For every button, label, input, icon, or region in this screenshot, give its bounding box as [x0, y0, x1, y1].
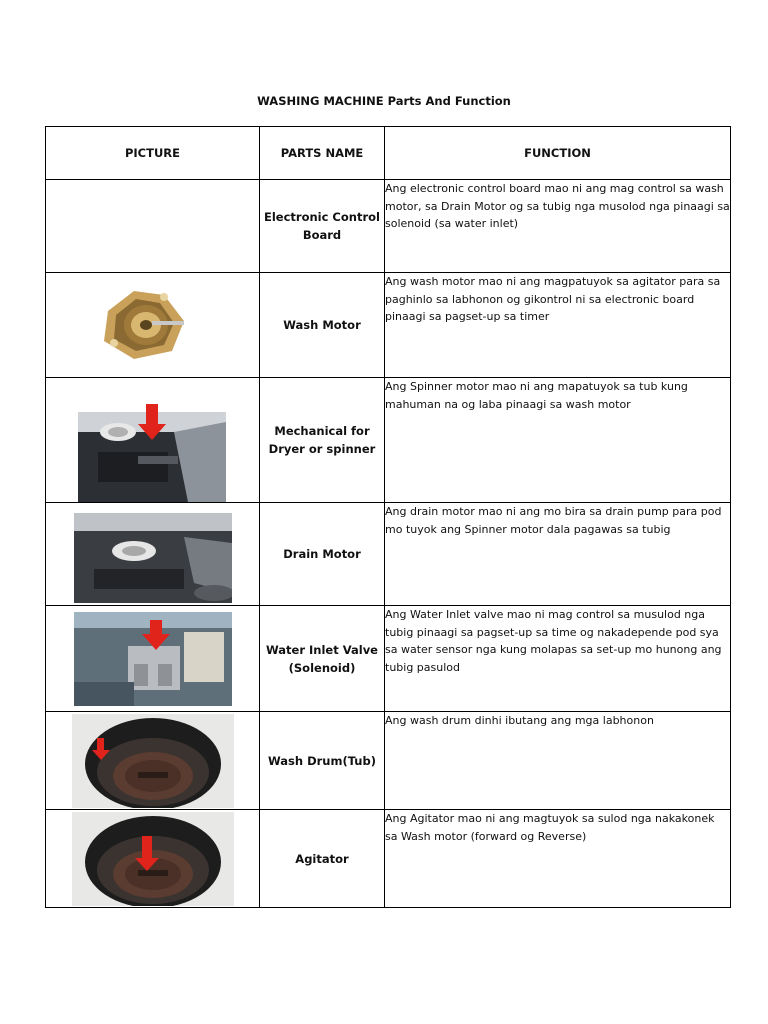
- picture-cell: [46, 180, 260, 273]
- header-parts-name: PARTS NAME: [260, 127, 385, 180]
- table-row: [46, 712, 731, 810]
- table-row: [46, 503, 731, 606]
- table-row: [46, 810, 731, 908]
- header-picture: PICTURE: [46, 127, 260, 180]
- pointer-arrow-shaft: [97, 738, 104, 750]
- table-row: [46, 180, 731, 273]
- pointer-arrow-icon: [92, 750, 110, 760]
- part-name: Electronic Control Board: [260, 180, 385, 273]
- part-name: Agitator: [260, 810, 385, 908]
- part-function: Ang wash drum dinhi ibutang ang mga labhonon: [385, 712, 731, 810]
- part-function: Ang Spinner motor mao ni ang mapatuyok sa tub kung mahuman na og laba pinaagi sa wash motor: [385, 378, 731, 503]
- pointer-arrow-shaft: [146, 404, 158, 424]
- part-function: Ang drain motor mao ni ang mo bira sa drain pump para pod mo tuyok ang Spinner motor dala pagawas sa tubig: [385, 503, 731, 606]
- header-row: [46, 127, 731, 180]
- table-row: [46, 273, 731, 378]
- pointer-arrow-shaft: [150, 620, 162, 634]
- part-function: Ang electronic control board mao ni ang mag control sa wash motor, sa Drain Motor og sa tubig nga musolod nga pinaagi sa solenoid (sa water inlet): [385, 180, 731, 273]
- part-function: Ang wash motor mao ni ang magpatuyok sa agitator para sa paghinlo sa labhonon og gikontrol ni sa electronic board pinaagi sa pagset-up sa timer: [385, 273, 731, 378]
- drain-motor-image: [74, 513, 232, 603]
- drum-image: [72, 714, 234, 808]
- parts-table: [45, 126, 731, 908]
- pointer-arrow-icon: [138, 424, 166, 440]
- part-name: Water Inlet Valve (Solenoid): [260, 606, 385, 712]
- part-function: Ang Water Inlet valve mao ni mag control sa musulod nga tubig pinaagi sa pagset-up sa time og nakadepende pod sya sa water sensor nga kung molapas sa set-up mo hunong ang tubig pasulod: [385, 606, 731, 712]
- page-title: WASHING MACHINE Parts And Function: [257, 94, 511, 108]
- table-row: [46, 378, 731, 503]
- part-name: Wash Drum(Tub): [260, 712, 385, 810]
- picture-cell: [46, 810, 260, 908]
- picture-cell: [46, 378, 260, 503]
- picture-cell: [46, 273, 260, 378]
- part-name: Drain Motor: [260, 503, 385, 606]
- picture-cell: [46, 712, 260, 810]
- pointer-arrow-shaft: [142, 836, 152, 858]
- motor-image: [94, 281, 196, 365]
- table-row: [46, 606, 731, 712]
- part-name: Mechanical for Dryer or spinner: [260, 378, 385, 503]
- pointer-arrow-icon: [135, 858, 159, 871]
- pointer-arrow-icon: [142, 634, 170, 650]
- part-name: Wash Motor: [260, 273, 385, 378]
- header-function: FUNCTION: [385, 127, 731, 180]
- part-function: Ang Agitator mao ni ang magtuyok sa sulod nga nakakonek sa Wash motor (forward og Reverse): [385, 810, 731, 908]
- picture-cell: [46, 503, 260, 606]
- picture-cell: [46, 606, 260, 712]
